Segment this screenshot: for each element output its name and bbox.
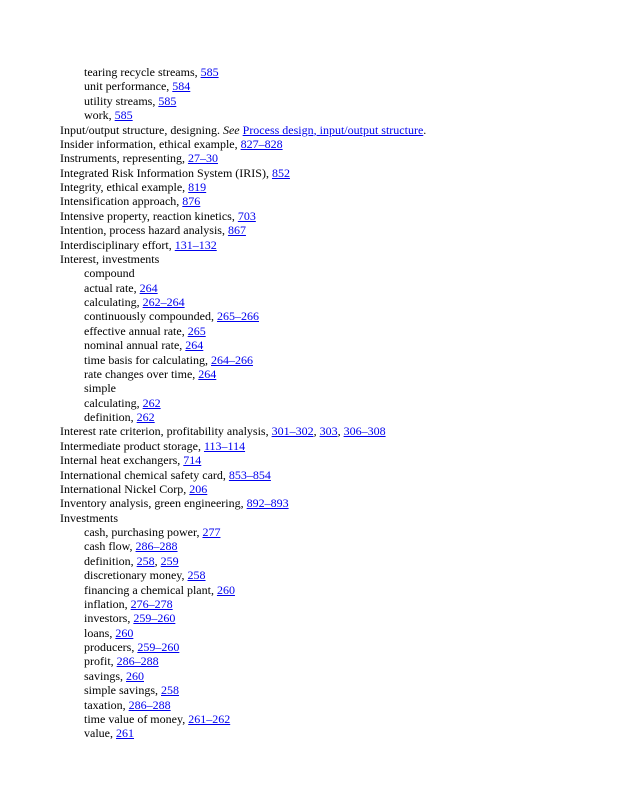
- page-reference-link[interactable]: 260: [216, 582, 235, 597]
- index-entry: [0, 151, 635, 165]
- page-reference-link[interactable]: 261–262: [188, 711, 231, 726]
- index-subentry: [0, 698, 635, 712]
- index-subentry: [0, 626, 635, 640]
- page-reference-link[interactable]: 259–260: [133, 611, 176, 626]
- entry-label: nominal annual rate,: [84, 338, 186, 353]
- page-reference-link[interactable]: 852: [271, 165, 290, 180]
- index-subentry: [0, 611, 635, 625]
- entry-label: Integrated Risk Information System (IRIS),: [60, 165, 272, 180]
- entry-label: Input/output structure, designing.: [60, 122, 223, 137]
- entry-label: simple savings,: [84, 683, 161, 698]
- entry-label: calculating,: [84, 295, 143, 309]
- entry-label: investors,: [84, 611, 134, 626]
- entry-label: Intensification approach,: [60, 194, 183, 209]
- page-reference-link[interactable]: 258: [161, 683, 179, 698]
- page-reference-link[interactable]: 258: [187, 568, 206, 583]
- page-reference-link[interactable]: 277: [202, 525, 221, 539]
- index-subentry: [0, 712, 635, 726]
- page-reference-link[interactable]: 258: [136, 553, 155, 568]
- index-subentry: [0, 79, 635, 93]
- entry-label: Instruments, representing,: [60, 151, 188, 166]
- entry-label: Intensive property, reaction kinetics,: [60, 208, 238, 223]
- index-page: [0, 65, 635, 741]
- entry-label: cash flow,: [84, 539, 136, 554]
- index-subentry: [0, 266, 635, 280]
- entry-label: loans,: [84, 625, 116, 640]
- index-entry: [0, 238, 635, 252]
- index-entry: [0, 482, 635, 496]
- index-subentry: [0, 654, 635, 668]
- page-reference-link[interactable]: 265: [187, 323, 206, 338]
- index-entry: [0, 123, 635, 137]
- entry-label: work,: [84, 108, 115, 123]
- index-subentry: [0, 367, 635, 381]
- see-reference-link[interactable]: Process design, input/output structure: [242, 122, 424, 137]
- page-reference-link[interactable]: 262: [142, 395, 161, 410]
- page-reference-link[interactable]: 113–114: [203, 438, 246, 453]
- entry-label: value,: [84, 726, 116, 741]
- index-entry: Interest rate criterion, profitability analysis, 301–302, 303, 306–308: [60, 424, 386, 439]
- index-entry: [0, 209, 635, 223]
- page-reference-link[interactable]: 585: [200, 65, 219, 79]
- entry-label: definition,: [84, 553, 137, 568]
- index-subentry: [0, 324, 635, 338]
- index-entry: [0, 496, 635, 510]
- index-subentry: [0, 338, 635, 352]
- page-reference-link[interactable]: 585: [114, 108, 133, 123]
- page-reference-link[interactable]: 206: [189, 481, 208, 496]
- index-subentry: [0, 669, 635, 683]
- page-reference-link[interactable]: 262: [136, 410, 155, 424]
- entry-label: Insider information, ethical example,: [60, 136, 241, 151]
- index-entry: [0, 453, 635, 467]
- index-subentry: [0, 597, 635, 611]
- page-reference-link[interactable]: 131–132: [174, 237, 217, 252]
- entry-label: Investments: [60, 510, 118, 525]
- index-entry: [0, 223, 635, 237]
- index-entry: [0, 166, 635, 180]
- entry-label: savings,: [84, 668, 126, 683]
- page-reference-link[interactable]: 265–266: [216, 309, 259, 324]
- page-reference-link[interactable]: 286–288: [128, 697, 171, 712]
- index-subentry: definition, 258, 259: [84, 553, 179, 568]
- page-reference-link[interactable]: 584: [172, 79, 191, 94]
- entry-label: Interest, investments: [60, 251, 160, 266]
- index-entry: [0, 180, 635, 194]
- entry-label: time basis for calculating,: [84, 352, 211, 367]
- index-entry: [0, 252, 635, 266]
- index-subentry: [0, 396, 635, 410]
- page-reference-link[interactable]: 264: [185, 338, 204, 353]
- page-reference-link[interactable]: 301–302: [271, 424, 314, 439]
- page-reference-link[interactable]: 261: [116, 726, 134, 741]
- page-reference-link[interactable]: 260: [126, 668, 144, 683]
- entry-label: time value of money,: [84, 711, 189, 726]
- entry-label: International Nickel Corp,: [60, 481, 190, 496]
- entry-label: financing a chemical plant,: [84, 582, 217, 597]
- entry-label: Integrity, ethical example,: [60, 180, 189, 194]
- entry-label: profit,: [84, 654, 117, 669]
- page-reference-link[interactable]: 259: [160, 553, 179, 568]
- index-subentry: [0, 381, 635, 395]
- entry-label: effective annual rate,: [84, 323, 188, 338]
- index-subentry: [0, 65, 635, 79]
- entry-label: Internal heat exchangers,: [60, 453, 184, 468]
- page-reference-link[interactable]: 264: [139, 280, 158, 295]
- page-reference-link[interactable]: 876: [182, 194, 201, 209]
- index-entry: [0, 439, 635, 453]
- index-subentry: [0, 539, 635, 553]
- entry-label: discretionary money,: [84, 568, 188, 583]
- index-subentry: [0, 726, 635, 740]
- entry-label: compound: [84, 266, 135, 281]
- entry-label: taxation,: [84, 697, 129, 712]
- see-reference-label: See: [222, 122, 240, 137]
- index-entry: [0, 137, 635, 151]
- page-reference-link[interactable]: 867: [227, 223, 246, 238]
- page-reference-link[interactable]: 286–288: [135, 539, 178, 554]
- entry-label: calculating,: [84, 395, 143, 410]
- index-subentry: [0, 683, 635, 697]
- entry-label: International chemical safety card,: [60, 467, 229, 482]
- index-subentry: [0, 108, 635, 122]
- page-reference-link[interactable]: 853–854: [228, 467, 271, 482]
- page-reference-link[interactable]: 819: [188, 180, 207, 194]
- index-entry: [0, 511, 635, 525]
- entry-label: rate changes over time,: [84, 366, 199, 381]
- page-reference-link[interactable]: 714: [183, 453, 202, 468]
- page-reference-link[interactable]: 892–893: [246, 496, 289, 511]
- entry-label: producers,: [84, 640, 138, 654]
- entry-label: definition,: [84, 410, 137, 424]
- entry-label: inflation,: [84, 596, 131, 611]
- page-reference-link[interactable]: 264: [198, 366, 217, 381]
- entry-label: utility streams,: [84, 93, 159, 108]
- entry-label: Interest rate criterion, profitability analysis,: [60, 424, 272, 439]
- page-reference-link[interactable]: 303: [319, 424, 338, 439]
- page-reference-link[interactable]: 827–828: [240, 136, 283, 151]
- entry-label: continuously compounded,: [84, 309, 217, 324]
- entry-label: simple: [84, 381, 116, 396]
- page-reference-link[interactable]: 286–288: [116, 654, 159, 669]
- entry-punctuation: .: [423, 122, 427, 137]
- page-reference-link[interactable]: 260: [115, 625, 134, 640]
- entry-label: unit performance,: [84, 79, 173, 94]
- page-reference-link[interactable]: 306–308: [343, 424, 386, 439]
- entry-label: Intermediate product storage,: [60, 438, 204, 453]
- index-entry: [0, 194, 635, 208]
- page-reference-link[interactable]: 276–278: [130, 596, 173, 611]
- page-reference-link[interactable]: 27–30: [187, 151, 218, 166]
- index-subentry: [0, 295, 635, 309]
- entry-label: actual rate,: [84, 280, 140, 295]
- entry-label: cash, purchasing power,: [84, 525, 203, 539]
- index-subentry: [0, 353, 635, 367]
- entry-label: tearing recycle streams,: [84, 65, 201, 79]
- entry-label: Inventory analysis, green engineering,: [60, 496, 247, 511]
- index-subentry: [0, 640, 635, 654]
- index-subentry: [0, 410, 635, 424]
- page-reference-link[interactable]: 585: [158, 93, 177, 108]
- index-subentry: [0, 309, 635, 323]
- page-reference-link[interactable]: 259–260: [137, 640, 180, 654]
- page-reference-link[interactable]: 262–264: [142, 295, 185, 309]
- index-subentry: [0, 583, 635, 597]
- index-subentry: [0, 94, 635, 108]
- index-subentry: [0, 281, 635, 295]
- entry-label: Interdisciplinary effort,: [60, 237, 175, 252]
- entry-label: Intention, process hazard analysis,: [60, 223, 228, 238]
- page-reference-link[interactable]: 703: [237, 208, 256, 223]
- page-reference-link[interactable]: 264–266: [210, 352, 253, 367]
- index-subentry: [0, 525, 635, 539]
- index-entry: [0, 468, 635, 482]
- index-subentry: [0, 568, 635, 582]
